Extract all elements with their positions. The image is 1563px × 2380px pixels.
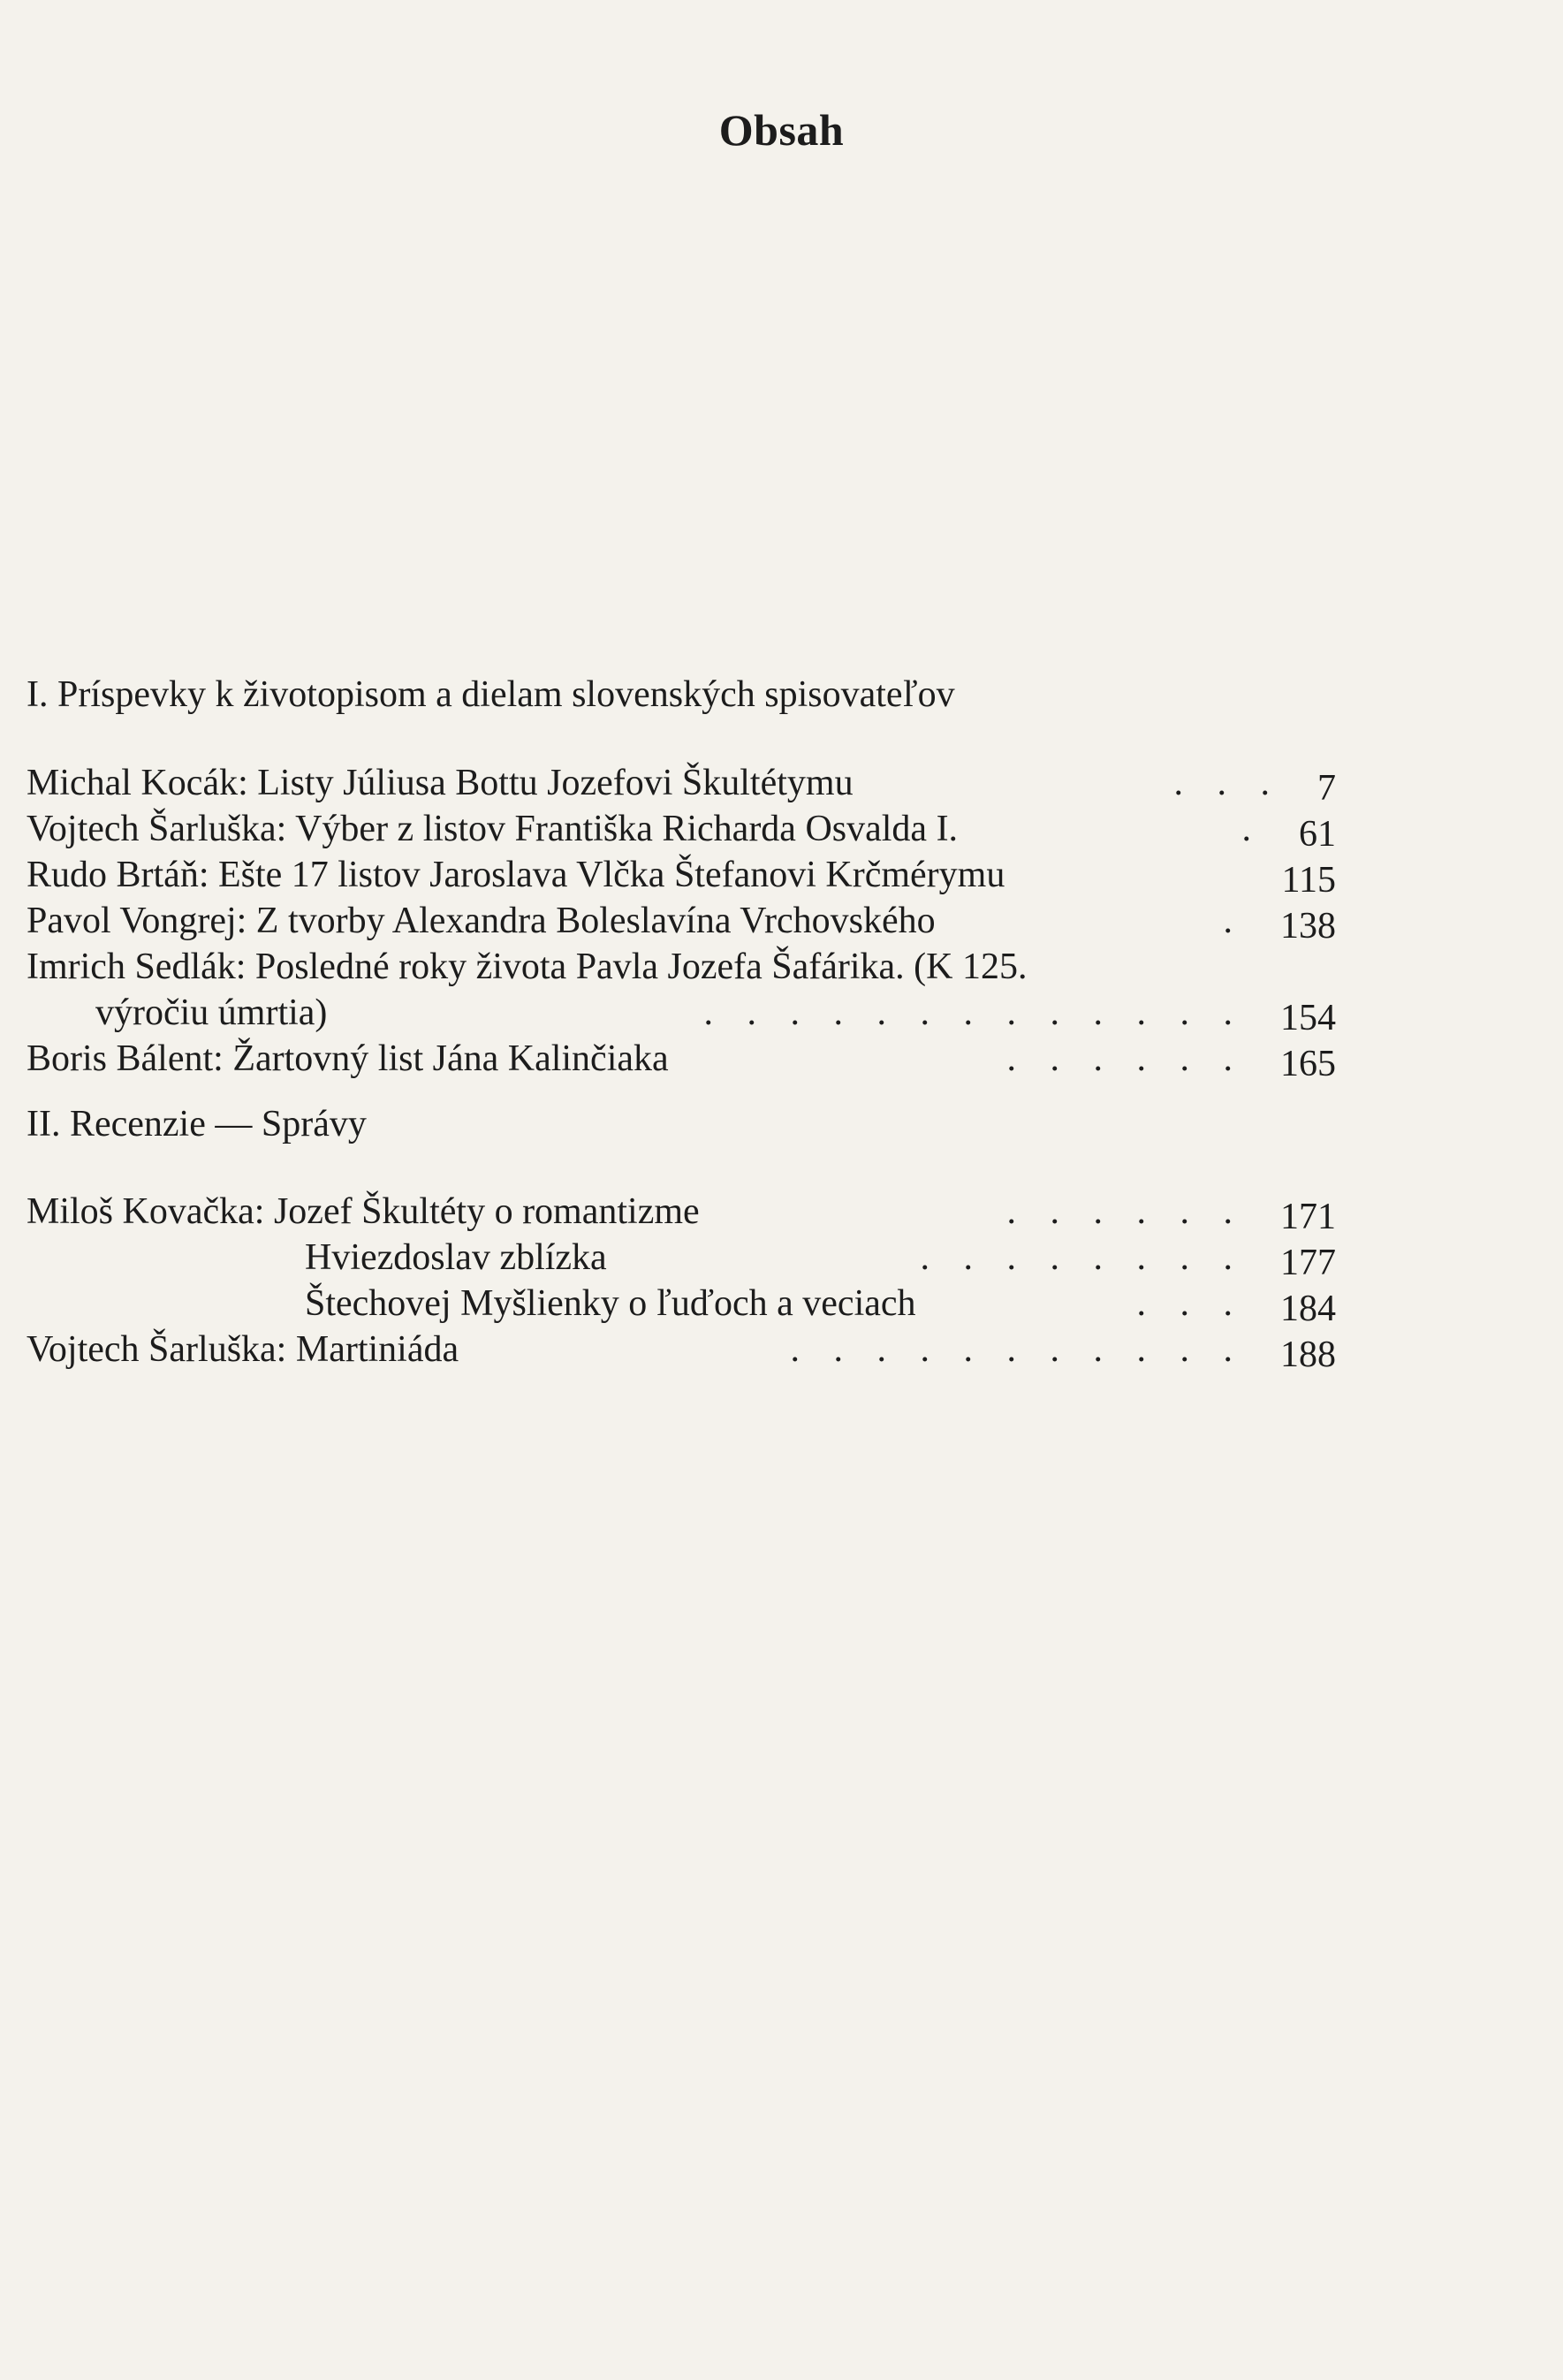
toc-entry-leader: . . . . . . [1006, 1191, 1245, 1232]
toc-entry [27, 944, 1336, 990]
toc-entry [27, 1281, 1336, 1327]
toc-entry-page-number: 184 [1280, 1289, 1336, 1329]
toc-entry [27, 898, 1336, 947]
toc-entry-page-number: 154 [1280, 998, 1336, 1038]
section-heading-reviews: II. Recenzie — Správy [27, 1104, 367, 1144]
toc-entry-text: Vojtech Šarluška: Martiniáda [27, 1329, 459, 1370]
section-heading-contributions: I. Príspevky k životopisom a dielam slovenských spisovateľov [27, 674, 955, 715]
toc-entry-text: Boris Bálent: Žartovný list Jána Kalinčiaka [27, 1038, 669, 1079]
toc-entry-text: Imrich Sedlák: Posledné roky života Pavla Jozefa Šafárika. (K 125. [27, 947, 1028, 987]
toc-list-contributions [27, 760, 1336, 1082]
toc-entry-page-number: 115 [1281, 860, 1336, 901]
toc-entry [27, 1235, 1336, 1281]
toc-entry-page-number: 188 [1280, 1334, 1336, 1375]
toc-entry-text: Miloš Kovačka: Jozef Škultéty o romantizme [27, 1191, 700, 1232]
toc-entry-leader: . . . [1136, 1283, 1245, 1324]
toc-entry-leader: . [1241, 809, 1263, 849]
toc-entry-page-number: 61 [1299, 814, 1336, 855]
toc-entry-text: Michal Kocák: Listy Júliusa Bottu Jozefovi Škultétymu [27, 763, 854, 803]
toc-entry-text: Rudo Brtáň: Ešte 17 listov Jaroslava Vlčka Štefanovi Krčmérymu [27, 855, 1005, 895]
toc-entry-page-number: 171 [1280, 1197, 1336, 1237]
toc-entry-leader: . . . . . . . . . . . . . [703, 992, 1245, 1033]
toc-entry-leader: . . . [1173, 763, 1282, 803]
toc-entry-page-number: 7 [1317, 768, 1336, 809]
toc-entry-page-number: 177 [1280, 1243, 1336, 1283]
toc-entry-leader: . [1223, 901, 1245, 941]
toc-list-reviews [27, 1189, 1336, 1375]
toc-entry [27, 760, 1336, 809]
page-title: Obsah [718, 105, 845, 155]
toc-entry [27, 852, 1336, 901]
toc-entry [27, 1327, 1336, 1375]
toc-entry-leader: . . . . . . [1006, 1038, 1245, 1079]
toc-entry-leader: . . . . . . . . [920, 1237, 1245, 1278]
toc-entry [27, 1036, 1336, 1082]
toc-entry-text: Hviezdoslav zblízka [305, 1237, 607, 1278]
toc-entry [27, 1189, 1336, 1235]
toc-entry-text: Štechovej Myšlienky o ľuďoch a veciach [305, 1283, 916, 1324]
toc-entry [27, 806, 1336, 855]
toc-entry-text: výročiu úmrtia) [95, 992, 328, 1033]
toc-entry-text: Pavol Vongrej: Z tvorby Alexandra Boleslavína Vrchovského [27, 901, 936, 941]
toc-entry-page-number: 138 [1280, 906, 1336, 947]
toc-entry-page-number: 165 [1280, 1044, 1336, 1084]
toc-entry-text: Vojtech Šarluška: Výber z listov Františka Richarda Osvalda I. [27, 809, 959, 849]
toc-entry-leader: . . . . . . . . . . . [790, 1329, 1245, 1370]
toc-entry [27, 990, 1336, 1036]
